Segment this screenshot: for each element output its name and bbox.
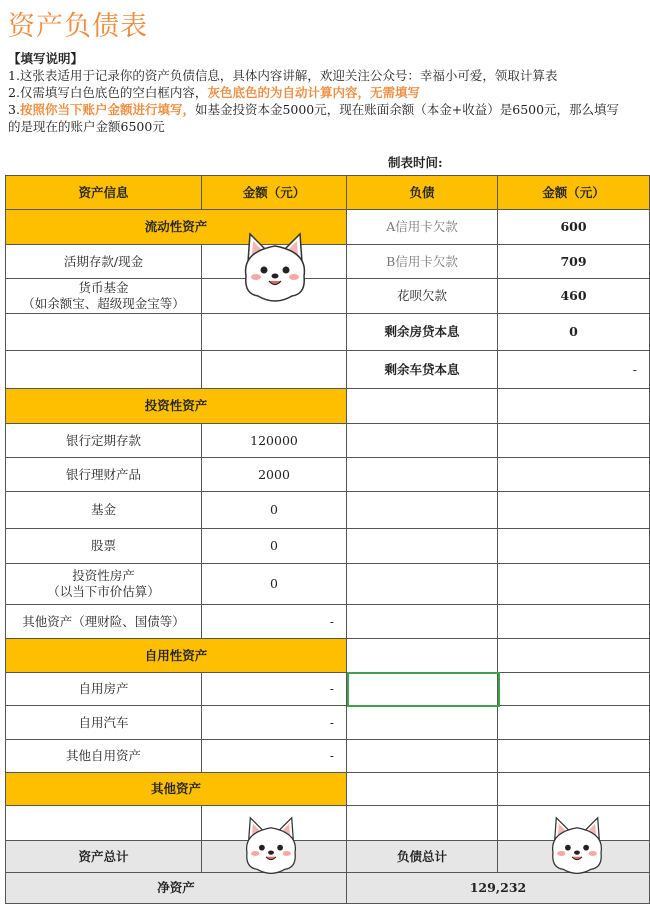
asset-blank-row2-value[interactable] [202,351,347,389]
liability-blank-6-value[interactable] [498,564,649,605]
liability-blank-6-label[interactable] [347,564,498,605]
liability-huabei-label: 花呗欠款 [347,279,498,314]
section-selfuse-assets: 自用性资产 [6,639,347,673]
asset-money-fund-line2: （如余额宝、超级现金宝等） [22,296,185,311]
liability-blank-10-label[interactable] [347,706,498,740]
liability-mortgage-label: 剩余房贷本息 [347,314,498,351]
net-asset-label: 净资产 [6,873,347,903]
instructions-line2-b: 灰色底色的为自动计算内容，无需填写 [207,85,420,100]
asset-bank-wealth-label: 银行理财产品 [6,458,202,492]
asset-self-car-value[interactable]: - [202,706,347,740]
liability-blank-3-value[interactable] [498,458,649,492]
asset-stock-label: 股票 [6,529,202,564]
section-invest-assets: 投资性资产 [6,389,347,424]
liability-credit-a-label: A信用卡欠款 [347,210,498,245]
header-amount-liabilities: 金额（元） [498,176,649,210]
liability-credit-b-label: B信用卡欠款 [347,245,498,279]
section-liquid-assets: 流动性资产 [6,210,347,245]
asset-total-label: 资产总计 [6,841,202,873]
asset-invest-house-value[interactable]: 0 [202,564,347,605]
liability-blank-12-value[interactable] [498,773,649,806]
liability-blank-4-value[interactable] [498,492,649,529]
liability-blank-8-value[interactable] [498,639,649,673]
liability-blank-8-label[interactable] [347,639,498,673]
liability-huabei-value[interactable]: 460 [498,279,649,314]
liability-mortgage-value[interactable]: 0 [498,314,649,351]
liability-credit-b-value[interactable]: 709 [498,245,649,279]
liability-credit-a-value[interactable]: 600 [498,210,649,245]
header-amount-assets: 金额（元） [202,176,347,210]
liability-blank-12-label[interactable] [347,773,498,806]
asset-self-car-label: 自用汽车 [6,706,202,740]
asset-other-self-value[interactable]: - [202,740,347,773]
asset-other-value[interactable]: - [202,605,347,639]
asset-invest-house-label [6,564,202,605]
liability-blank-5-value[interactable] [498,529,649,564]
asset-other-label: 其他资产（理财险、国债等） [6,605,202,639]
liability-blank-13-label[interactable] [347,806,498,841]
instructions-line1: 1.这张表适用于记录你的资产负债信息，具体内容讲解，欢迎关注公众号：幸福小可爱，领取计算表 [8,68,558,83]
asset-blank-row2-label[interactable] [6,351,202,389]
selected-cell-highlight [347,672,500,707]
asset-fixed-deposit-value[interactable]: 120000 [202,424,347,458]
asset-blank-row3-label[interactable] [6,806,202,841]
instructions-header: 【填写说明】 [8,51,84,66]
instructions-line3-c: 如基金投资本金5000元，现在账面余额（本金+收益）是6500元，那么填写 [194,102,620,117]
liability-blank-11-value[interactable] [498,740,649,773]
liability-car-loan-label: 剩余车贷本息 [347,351,498,389]
liability-blank-7-value[interactable] [498,605,649,639]
asset-invest-house-line1: 投资性房产 [72,568,135,583]
section-other-assets: 其他资产 [6,773,347,806]
asset-current-deposit-label: 活期存款/现金 [6,245,202,279]
instructions-line3-b: 按照你当下账户金额进行填写， [19,102,195,117]
liability-blank-1-value[interactable] [498,389,649,424]
balance-sheet-table [5,175,650,904]
net-asset-value: 129,232 [347,873,649,903]
asset-money-fund-line1: 货币基金 [78,280,129,295]
page-title: 资产负债表 [8,11,148,42]
liability-blank-9-value[interactable] [498,673,649,706]
asset-invest-house-line2: （以当下市价估算） [47,584,160,599]
liability-blank-11-label[interactable] [347,740,498,773]
dog-icon [548,815,606,877]
asset-bank-wealth-value[interactable]: 2000 [202,458,347,492]
instructions-line4: 的是现在的账户金额6500元 [8,119,165,134]
asset-fund-label: 基金 [6,492,202,529]
instructions-line2-a: 2.仅需填写白色底色的空白框内容， [8,85,208,100]
asset-blank-row1-label[interactable] [6,314,202,351]
header-liability: 负债 [347,176,498,210]
made-time-label: 制表时间: [388,155,443,170]
instructions-line3 [8,101,644,118]
asset-self-house-value[interactable]: - [202,673,347,706]
asset-self-house-label: 自用房产 [6,673,202,706]
header-asset-info: 资产信息 [6,176,202,210]
asset-other-self-label: 其他自用资产 [6,740,202,773]
liability-blank-1-label[interactable] [347,389,498,424]
asset-blank-row1-value[interactable] [202,314,347,351]
dog-icon [240,232,310,304]
liability-blank-2-label[interactable] [347,424,498,458]
liability-car-loan-value[interactable]: - [498,351,649,389]
asset-fixed-deposit-label: 银行定期存款 [6,424,202,458]
instructions-line3-a: 3. [8,102,20,117]
instructions-line2 [8,84,644,101]
dog-icon [242,815,300,877]
instructions [8,50,644,135]
asset-fund-value[interactable]: 0 [202,492,347,529]
liability-total-label: 负债总计 [347,841,498,873]
liability-blank-2-value[interactable] [498,424,649,458]
liability-blank-10-value[interactable] [498,706,649,740]
liability-blank-4-label[interactable] [347,492,498,529]
liability-blank-3-label[interactable] [347,458,498,492]
asset-money-fund-label [6,279,202,314]
asset-stock-value[interactable]: 0 [202,529,347,564]
liability-blank-7-label[interactable] [347,605,498,639]
liability-blank-5-label[interactable] [347,529,498,564]
